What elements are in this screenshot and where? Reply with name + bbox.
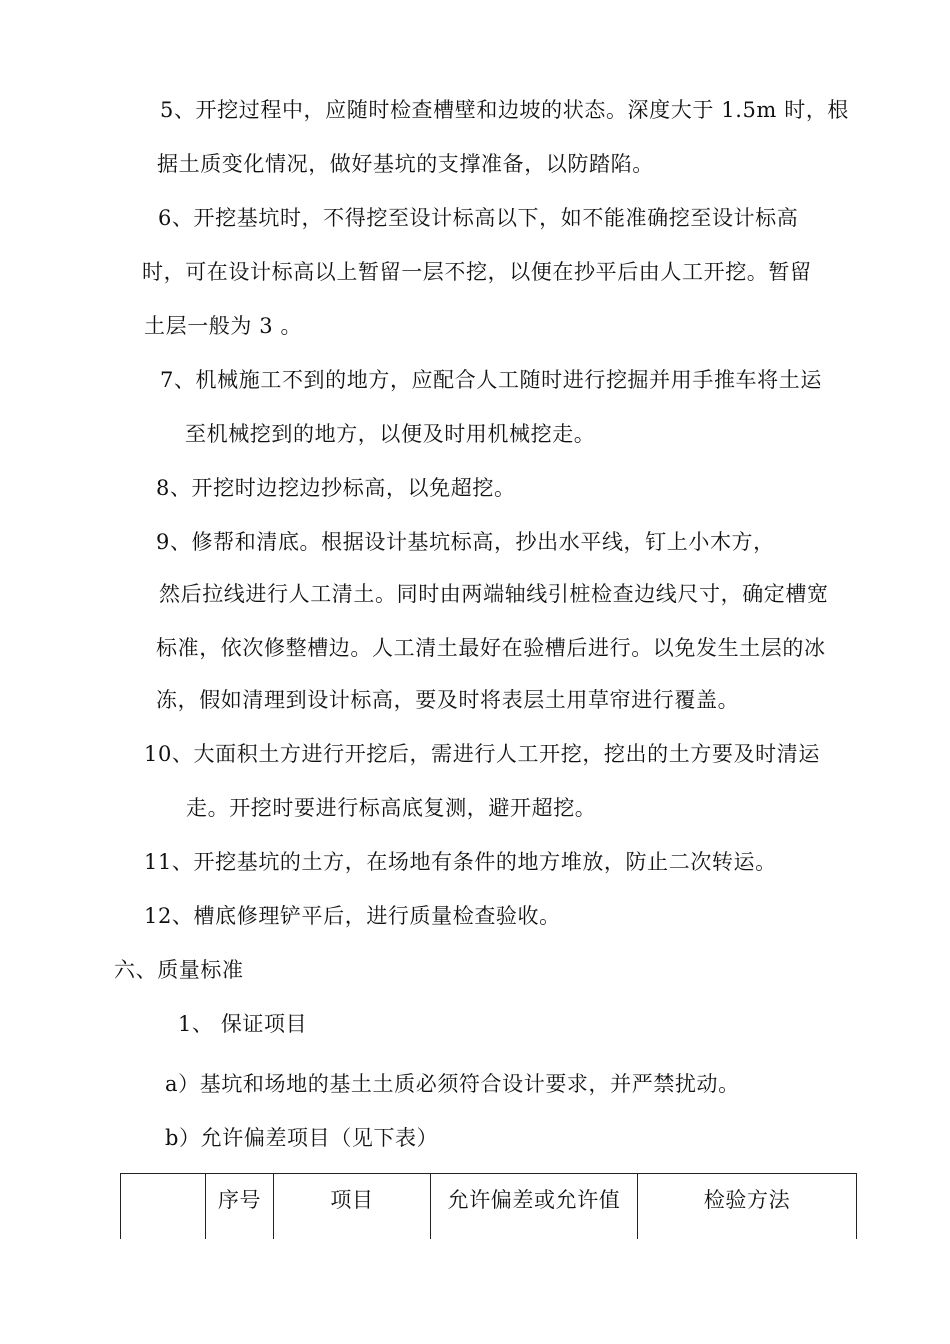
paragraph-line: 冻，假如清理到设计标高，要及时将表层土用草帘进行覆盖。 [156, 688, 740, 712]
list-item: a）基坑和场地的基土土质必须符合设计要求，并严禁扰动。 [165, 1072, 740, 1096]
subsection-heading: 1、 保证项目 [178, 1012, 308, 1036]
table-header-tolerance: 允许偏差或允许值 [431, 1174, 638, 1240]
paragraph-line: 5、开挖过程中，应随时检查槽壁和边坡的状态。深度大于 1.5m 时，根 [160, 98, 850, 122]
paragraph-line: 据土质变化情况，做好基坑的支撑准备，以防踏陷。 [157, 152, 654, 176]
paragraph-line: 然后拉线进行人工清土。同时由两端轴线引桩检查边线尺寸，确定槽宽 [159, 582, 829, 606]
paragraph-line: 7、机械施工不到的地方，应配合人工随时进行挖掘并用手推车将土运 [160, 368, 822, 392]
section-heading: 六、质量标准 [114, 958, 244, 982]
tolerance-table [120, 1173, 857, 1239]
paragraph-line: 12、槽底修理铲平后，进行质量检查验收。 [144, 904, 561, 928]
table-header-item: 项目 [274, 1174, 431, 1240]
paragraph-line: 6、开挖基坑时，不得挖至设计标高以下，如不能准确挖至设计标高 [158, 206, 799, 230]
paragraph-line: 时，可在设计标高以上暂留一层不挖，以便在抄平后由人工开挖。暂留 [142, 260, 812, 284]
table-header-index: 序号 [206, 1174, 274, 1240]
paragraph-line: 10、大面积土方进行开挖后，需进行人工开挖，挖出的土方要及时清运 [144, 742, 820, 766]
table-header-blank [121, 1174, 206, 1240]
paragraph-line: 9、修帮和清底。根据设计基坑标高，抄出水平线，钉上小木方， [156, 530, 775, 554]
table-header-row [121, 1174, 857, 1240]
paragraph-line: 走。开挖时要进行标高底复测，避开超挖。 [186, 796, 597, 820]
paragraph-line: 8、开挖时边挖边抄标高，以免超挖。 [156, 476, 516, 500]
paragraph-line: 11、开挖基坑的土方，在场地有条件的地方堆放，防止二次转运。 [144, 850, 777, 874]
paragraph-line: 至机械挖到的地方，以便及时用机械挖走。 [185, 422, 596, 446]
paragraph-line: 土层一般为 3 。 [144, 314, 303, 338]
paragraph-line: 标准，依次修整槽边。人工清土最好在验槽后进行。以免发生土层的冰 [156, 636, 826, 660]
table-header-method: 检验方法 [638, 1174, 857, 1240]
list-item: b）允许偏差项目（见下表） [165, 1126, 439, 1150]
